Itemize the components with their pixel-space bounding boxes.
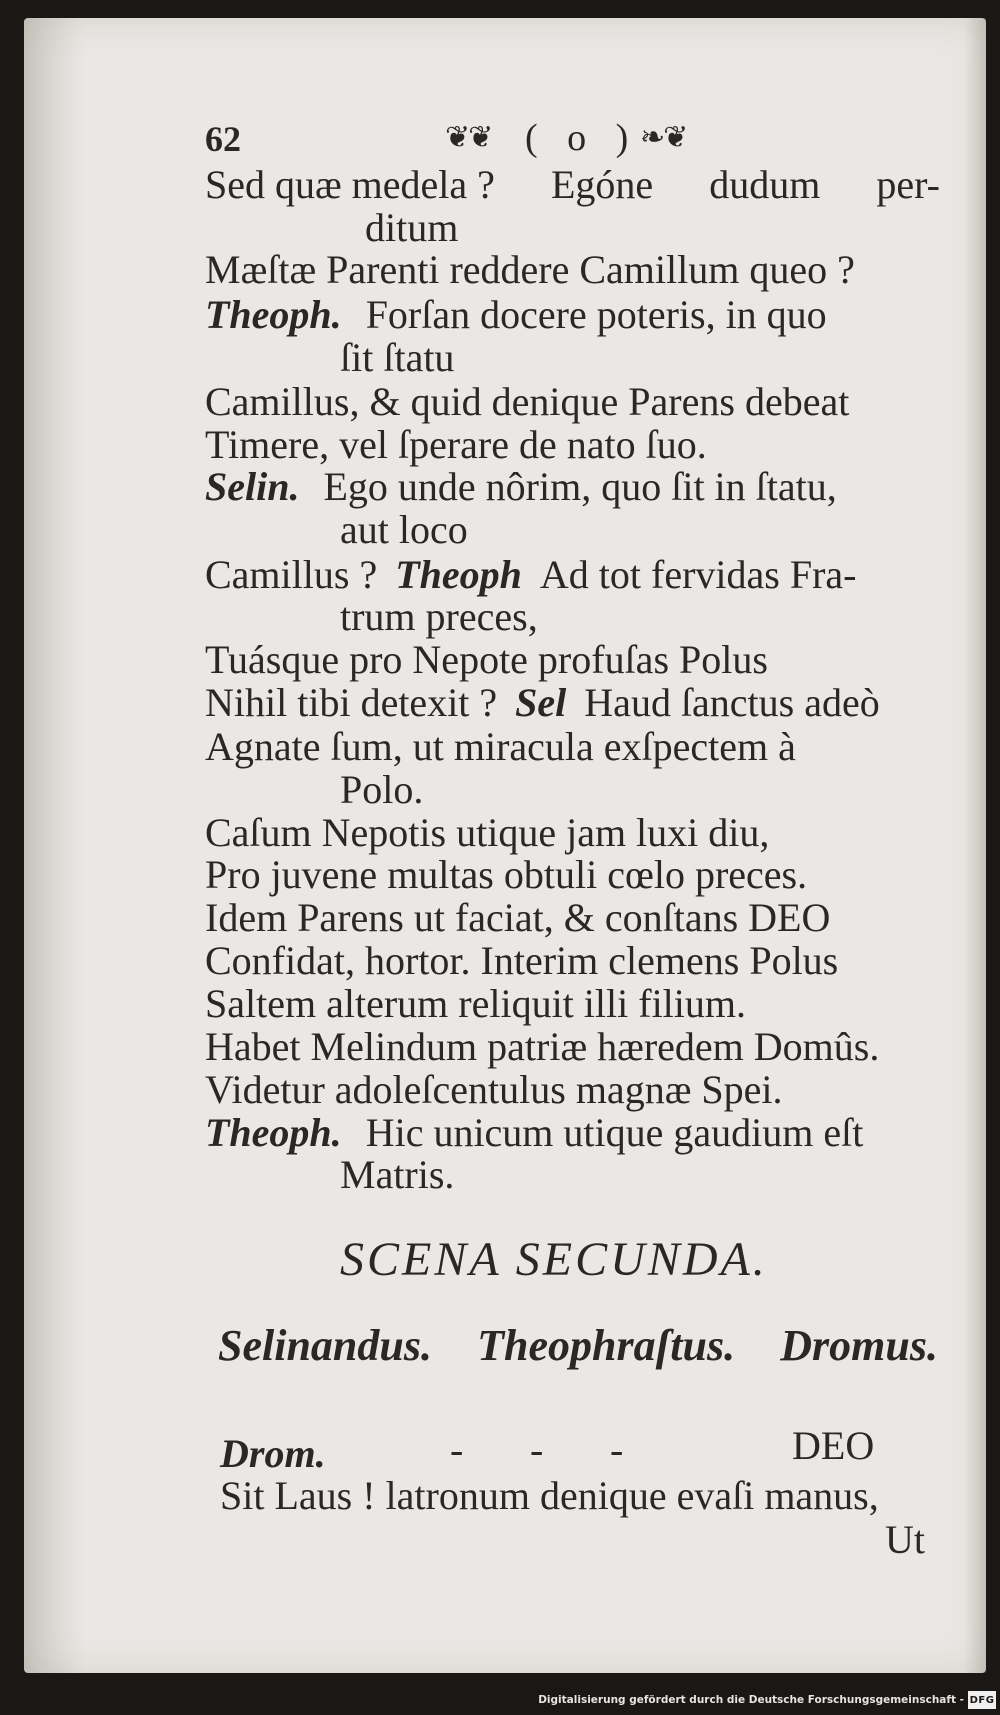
verse-fragment: Haud ſanctus adeò xyxy=(584,680,880,725)
verse-line: Timere, vel ſperare de nato ſuo. xyxy=(205,422,707,467)
verse-fragment: Forſan docere poteris, in quo xyxy=(365,292,827,337)
verse-line xyxy=(205,1110,864,1155)
verse-line: Polo. xyxy=(340,767,424,812)
verse-line xyxy=(205,292,827,337)
catchword: Ut xyxy=(885,1517,925,1562)
verse-line: Caſum Nepotis utique jam luxi diu, xyxy=(205,810,770,855)
verse-fragment: Nihil tibi detexit ? xyxy=(205,680,498,725)
verse-line xyxy=(220,1430,326,1477)
verse-line: Pro juvene multas obtuli cœlo preces. xyxy=(205,852,808,897)
verse-fragment: Camillus ? xyxy=(205,552,378,597)
verse-line: Confidat, hortor. Interim clemens Polus xyxy=(205,938,839,983)
dramatis-personae xyxy=(218,1320,938,1371)
page-edge xyxy=(964,18,986,1673)
verse-line: Mæſtæ Parenti reddere Camillum queo ? xyxy=(205,247,855,292)
verse-fragment: Egóne xyxy=(550,162,654,207)
verse-line: Idem Parens ut faciat, & conſtans DEO xyxy=(205,895,831,940)
verse-fragment: Sed quæ medela ? xyxy=(205,162,495,207)
verse-line: Matris. xyxy=(340,1152,455,1197)
scene-title: SCENA SECUNDA. xyxy=(340,1233,768,1286)
verse-fragment: per- xyxy=(876,162,940,207)
verse-fragment: Hic unicum utique gaudium eſt xyxy=(365,1110,864,1155)
verse-line: trum preces, xyxy=(340,594,538,639)
verse-fragment: Ego unde nôrim, quo ſit in ſtatu, xyxy=(323,464,837,509)
verse-line xyxy=(205,552,857,597)
persona-name: Dromus. xyxy=(780,1321,938,1370)
verse-line: Camillus, & quid denique Parens debeat xyxy=(205,379,850,424)
verse-line: Habet Melindum patriæ hæredem Domûs. xyxy=(205,1024,880,1069)
verse-fragment: DEO xyxy=(792,1423,875,1468)
speaker-name: Sel xyxy=(515,680,567,725)
running-header xyxy=(205,118,965,168)
verse-line: Saltem alterum reliquit illi filium. xyxy=(205,981,747,1026)
persona-name: Selinandus. xyxy=(218,1321,432,1370)
digitization-footer xyxy=(0,1688,1000,1715)
speaker-name: Drom. xyxy=(220,1431,326,1476)
verse-line: Videtur adoleſcentulus magnæ Spei. xyxy=(205,1067,783,1112)
verse-line xyxy=(205,464,837,509)
verse-line: Agnate ſum, ut miracula exſpectem à xyxy=(205,724,796,769)
verse-line xyxy=(205,680,880,725)
verse-line: ditum xyxy=(365,205,459,250)
spine-shadow xyxy=(24,18,84,1673)
ornament-left-icon: ❦❦ xyxy=(445,121,492,154)
verse-line: aut loco xyxy=(340,507,468,552)
speaker-name: Theoph xyxy=(395,552,522,597)
dfg-logo-icon: DFG xyxy=(968,1691,996,1709)
ornament-right-icon: ❧❦ xyxy=(640,121,687,154)
funding-credit: Digitalisierung gefördert durch die Deutsche Forschungsgemeinschaft - xyxy=(538,1694,964,1706)
dash-mark: - xyxy=(450,1427,464,1472)
persona-name: Theophraſtus. xyxy=(477,1321,736,1370)
verse-line: ſit ſtatu xyxy=(340,335,455,380)
verse-line: Sit Laus ! latronum denique evaſi manus, xyxy=(220,1473,879,1518)
verse-fragment: dudum xyxy=(709,162,821,207)
dash-mark: - xyxy=(530,1427,544,1472)
page-number: 62 xyxy=(205,119,241,159)
speaker-name: Theoph. xyxy=(205,1110,342,1155)
verse-line xyxy=(205,162,940,207)
speaker-name: Selin. xyxy=(205,464,300,509)
header-center-mark: ( o ) xyxy=(525,117,639,159)
dash-mark: - xyxy=(610,1427,624,1472)
speaker-name: Theoph. xyxy=(205,292,342,337)
verse-line: Tuásque pro Nepote profuſas Polus xyxy=(205,637,768,682)
verse-fragment: Ad tot fervidas Fra- xyxy=(539,552,857,597)
